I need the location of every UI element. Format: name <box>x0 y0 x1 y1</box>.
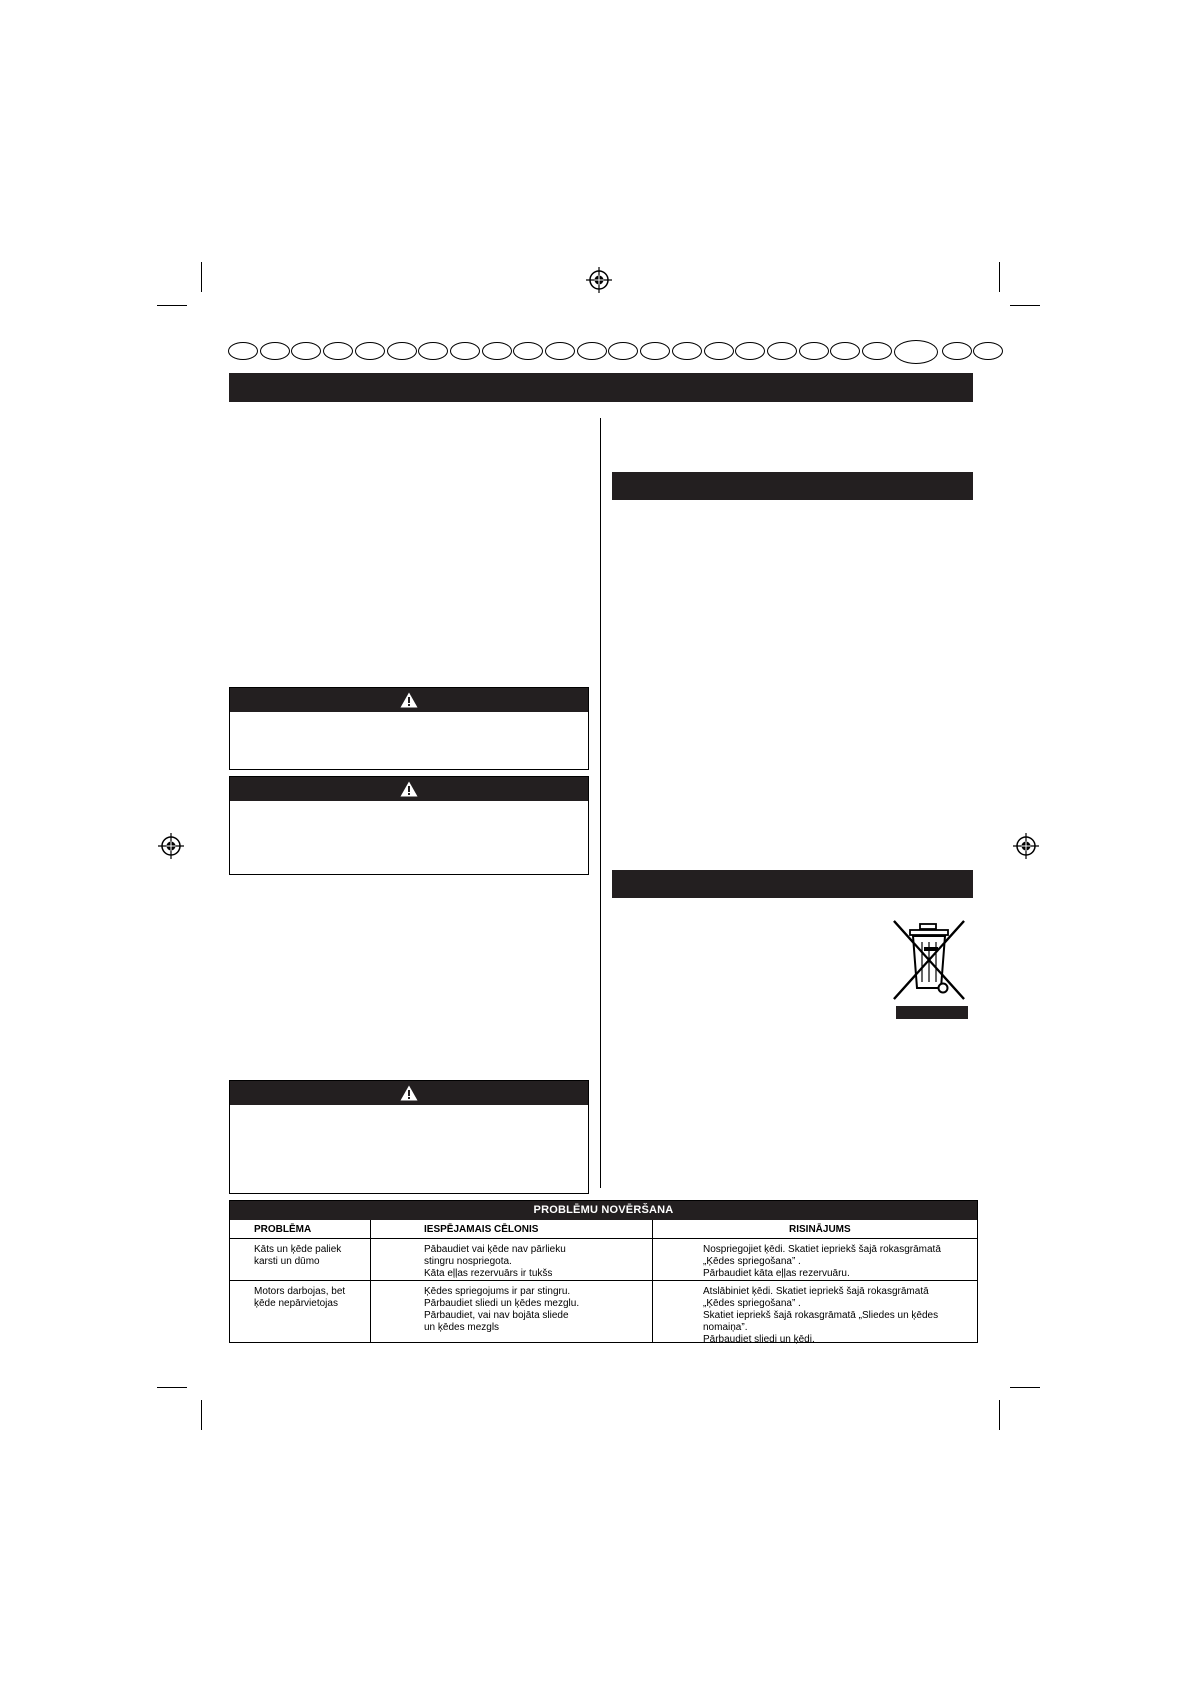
language-tab-active <box>894 340 938 364</box>
table-rule <box>230 1280 977 1281</box>
language-tab <box>577 342 607 360</box>
language-tab <box>355 342 385 360</box>
language-tab <box>640 342 670 360</box>
cell-line: ķēde nepārvietojas <box>254 1298 338 1309</box>
crop-mark-br-h <box>1010 1387 1040 1388</box>
cell-line: Pārbaudiet, vai nav bojāta sliede <box>424 1310 569 1321</box>
warning-triangle-icon <box>400 1085 418 1101</box>
cell-line: Pārbaudiet sliedi un ķēdi. <box>703 1334 815 1345</box>
language-tab <box>323 342 353 360</box>
warning-triangle-icon <box>400 692 418 708</box>
column-header-cause: IESPĒJAMAIS CĒLONIS <box>424 1224 539 1235</box>
cell-line: „Ķēdes spriegošana” . <box>703 1256 801 1267</box>
cell-line: Skatiet iepriekš šajā rokasgrāmatā „Sliedes un ķēdes <box>703 1310 939 1321</box>
warning-box <box>229 776 589 875</box>
table-cell-cause <box>424 1286 579 1334</box>
language-tab <box>704 342 734 360</box>
language-tab <box>942 342 972 360</box>
language-tab <box>513 342 543 360</box>
crop-mark-bl-v <box>201 1400 202 1430</box>
language-tab <box>450 342 480 360</box>
cell-line: Pārbaudiet kāta eļļas rezervuāru. <box>703 1268 850 1279</box>
table-cell-problem <box>254 1244 341 1268</box>
language-tab <box>973 342 1003 360</box>
cell-line: un ķēdes mezgls <box>424 1322 500 1333</box>
language-tab <box>767 342 797 360</box>
crop-mark-tl-v <box>201 262 202 292</box>
column-header-solution: RISINĀJUMS <box>789 1224 851 1235</box>
cell-line: Atslābiniet ķēdi. Skatiet iepriekš šajā rokasgrāmatā <box>703 1286 929 1297</box>
table-rule <box>230 1238 977 1239</box>
troubleshooting-table <box>229 1200 978 1343</box>
cell-line: stingru nospriegota. <box>424 1256 512 1267</box>
troubleshooting-title: PROBLĒMU NOVĒRŠANA <box>230 1201 977 1220</box>
table-cell-problem <box>254 1286 345 1310</box>
language-tabs <box>228 340 973 362</box>
registration-mark-icon <box>158 833 184 859</box>
language-tab <box>291 342 321 360</box>
language-tab <box>545 342 575 360</box>
crop-mark-tl-h <box>157 305 187 306</box>
cell-line: Ķēdes spriegojums ir par stingru. <box>424 1286 571 1297</box>
cell-line: Motors darbojas, bet <box>254 1286 346 1297</box>
warning-triangle-icon <box>400 781 418 797</box>
language-tab <box>260 342 290 360</box>
cell-line: Pārbaudiet sliedi un ķēdes mezglu. <box>424 1298 580 1309</box>
language-tab <box>672 342 702 360</box>
language-tab <box>830 342 860 360</box>
registration-mark-icon <box>586 267 612 293</box>
table-column-rule <box>370 1220 371 1342</box>
table-column-rule <box>652 1220 653 1342</box>
cell-line: Kāta eļļas rezervuārs ir tukšs <box>424 1268 553 1279</box>
section-bar-environment <box>612 870 973 898</box>
language-tab <box>799 342 829 360</box>
crop-mark-tr-h <box>1010 305 1040 306</box>
cell-line: karsti un dūmo <box>254 1256 320 1267</box>
crop-mark-br-v <box>999 1400 1000 1430</box>
language-tab <box>387 342 417 360</box>
warning-header <box>230 1081 588 1105</box>
crop-mark-tr-v <box>999 262 1000 292</box>
column-header-problem: PROBLĒMA <box>254 1224 312 1235</box>
column-divider <box>600 418 601 1188</box>
warning-header <box>230 688 588 712</box>
header-bar <box>229 373 973 402</box>
warning-header <box>230 777 588 801</box>
registration-mark-icon <box>1013 833 1039 859</box>
warning-box <box>229 687 589 770</box>
cell-line: „Ķēdes spriegošana” . <box>703 1298 801 1309</box>
crossed-out-bin-icon <box>888 918 970 1020</box>
cell-line: Kāts un ķēde paliek <box>254 1244 342 1255</box>
table-cell-cause <box>424 1244 566 1280</box>
language-tab <box>862 342 892 360</box>
language-tab <box>228 342 258 360</box>
section-bar-maintenance <box>612 472 973 500</box>
language-tab <box>608 342 638 360</box>
table-cell-solution <box>703 1244 941 1280</box>
warning-box <box>229 1080 589 1194</box>
cell-line: Nospriegojiet ķēdi. Skatiet iepriekš šajā rokasgrāmatā <box>703 1244 941 1255</box>
cell-line: Pābaudiet vai ķēde nav pārlieku <box>424 1244 566 1255</box>
language-tab <box>482 342 512 360</box>
language-tab <box>735 342 765 360</box>
language-tab <box>418 342 448 360</box>
cell-line: nomaiņa”. <box>703 1322 748 1333</box>
crop-mark-bl-h <box>157 1387 187 1388</box>
table-cell-solution <box>703 1286 938 1346</box>
